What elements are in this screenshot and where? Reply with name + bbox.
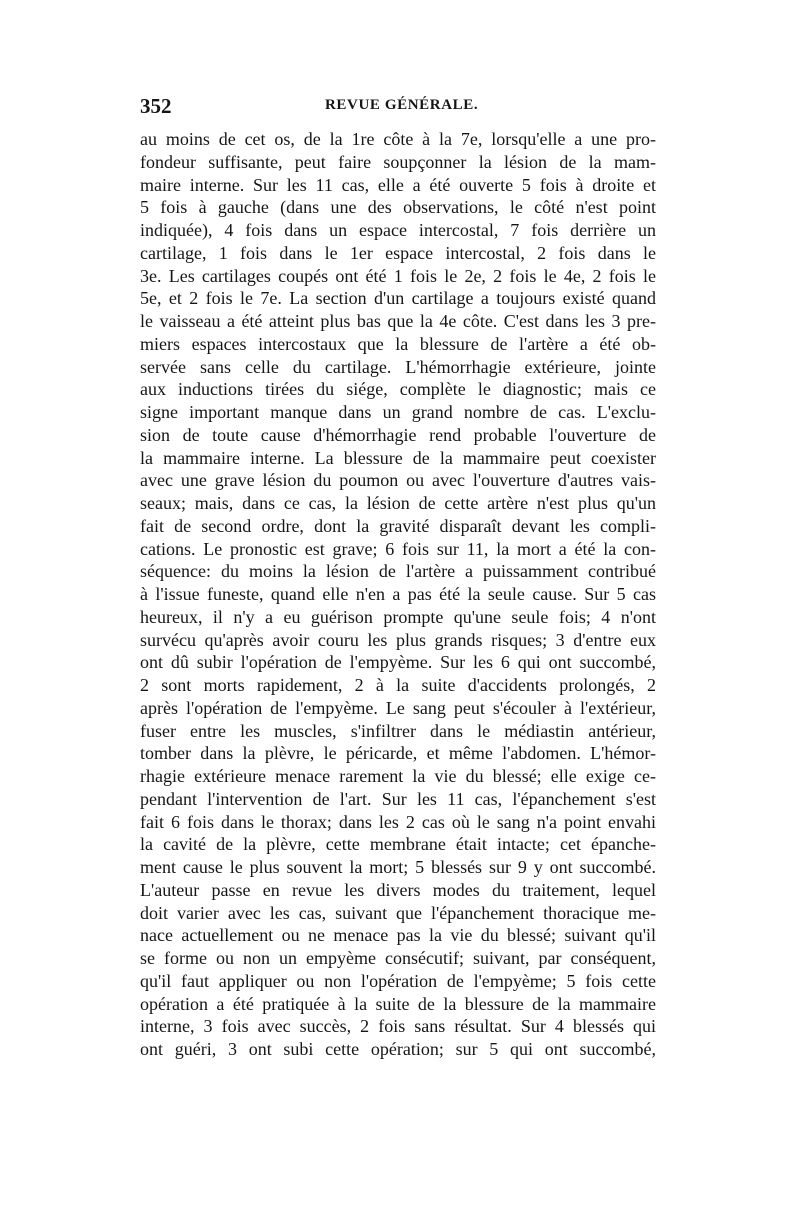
text-line: heureux, il n'y a eu guérison prompte qu'une seule fois; 4 n'ont: [140, 606, 656, 627]
text-line: 5e, et 2 fois le 7e. La section d'un cartilage a toujours existé quand: [140, 288, 656, 309]
text-line: séquence: du moins la lésion de l'artère a puissamment contribué: [140, 561, 656, 582]
text-line: se forme ou non un empyème consécutif; suivant, par conséquent,: [140, 948, 656, 968]
text-line: cartilage, 1 fois dans le 1er espace intercostal, 2 fois dans le: [140, 242, 656, 263]
text-line: la mammaire interne. La blessure de la mammaire peut coexister: [140, 447, 656, 468]
text-line: aux inductions tirées du siége, complète le diagnostic; mais ce: [140, 379, 656, 400]
text-line: cations. Le pronostic est grave; 6 fois sur 11, la mort a été la con-: [140, 538, 656, 559]
text-line: la cavité de la plèvre, cette membrane était intacte; cet épanche-: [140, 834, 656, 855]
text-line: à l'issue funeste, quand elle n'en a pas été la seule cause. Sur 5 cas: [140, 584, 656, 604]
text-line: pendant l'intervention de l'art. Sur les 11 cas, l'épanchement s'est: [140, 788, 656, 809]
text-line: 5 fois à gauche (dans une des observations, le côté n'est point: [140, 197, 656, 218]
text-line: ont dû subir l'opération de l'empyème. Sur les 6 qui ont succombé,: [140, 652, 656, 673]
text-line: signe important manque dans un grand nombre de cas. L'exclu-: [140, 402, 656, 422]
text-line: doit varier avec les cas, suivant que l'épanchement thoracique me-: [140, 902, 656, 923]
text-line: nace actuellement ou ne menace pas la vie du blessé; suivant qu'il: [140, 925, 656, 946]
text-line: sion de toute cause d'hémorrhagie rend probable l'ouverture de: [140, 424, 656, 445]
text-line: 2 sont morts rapidement, 2 à la suite d'accidents prolongés, 2: [140, 675, 656, 695]
running-head: REVUE GÉNÉRALE.: [325, 97, 479, 113]
text-line: qu'il faut appliquer ou non l'opération de l'empyème; 5 fois cette: [140, 970, 656, 991]
text-line: avec une grave lésion du poumon ou avec l'ouverture d'autres vais-: [140, 470, 656, 491]
text-line: après l'opération de l'empyème. Le sang peut s'écouler à l'extérieur,: [140, 697, 656, 718]
text-line: miers espaces intercostaux que la blessure de l'artère a été ob-: [140, 333, 656, 354]
text-line: tomber dans la plèvre, le péricarde, et même l'abdomen. L'hémor-: [140, 743, 656, 764]
text-line: au moins de cet os, de la 1re côte à la 7e, lorsqu'elle a une pro-: [140, 129, 656, 149]
text-line: maire interne. Sur les 11 cas, elle a été ouverte 5 fois à droite et: [140, 174, 656, 195]
text-line: fondeur suffisante, peut faire soupçonner la lésion de la mam-: [140, 151, 656, 172]
text-line: rhagie extérieure menace rarement la vie du blessé; elle exige ce-: [140, 766, 656, 786]
text-line: L'auteur passe en revue les divers modes du traitement, lequel: [140, 879, 656, 900]
text-line: indiquée), 4 fois dans un espace intercostal, 7 fois derrière un: [140, 220, 656, 240]
text-line: opération a été pratiquée à la suite de la blessure de la mammaire: [140, 993, 656, 1014]
text-line: ont guéri, 3 ont subi cette opération; sur 5 qui ont succombé,: [140, 1039, 656, 1059]
text-line: fait 6 fois dans le thorax; dans les 2 cas où le sang n'a point envahi: [140, 811, 656, 832]
text-line: survécu qu'après avoir couru les plus grands risques; 3 d'entre eux: [140, 629, 656, 650]
page-number: 352: [140, 94, 172, 118]
text-line: interne, 3 fois avec succès, 2 fois sans résultat. Sur 4 blessés qui: [140, 1016, 656, 1037]
text-line: le vaisseau a été atteint plus bas que la 4e côte. C'est dans les 3 pre-: [140, 311, 656, 331]
text-line: fuser entre les muscles, s'infiltrer dans le médiastin antérieur,: [140, 720, 656, 741]
text-line: fait de second ordre, dont la gravité disparaît devant les compli-: [140, 515, 656, 536]
text-line: 3e. Les cartilages coupés ont été 1 fois le 2e, 2 fois le 4e, 2 fois le: [140, 265, 656, 286]
text-line: seaux; mais, dans ce cas, la lésion de cette artère n'est plus qu'un: [140, 493, 656, 513]
body-text: [140, 128, 656, 1061]
page-header: [140, 94, 660, 124]
text-line: ment cause le plus souvent la mort; 5 blessés sur 9 y ont succombé.: [140, 857, 656, 877]
text-line: servée sans celle du cartilage. L'hémorrhagie extérieure, jointe: [140, 356, 656, 377]
